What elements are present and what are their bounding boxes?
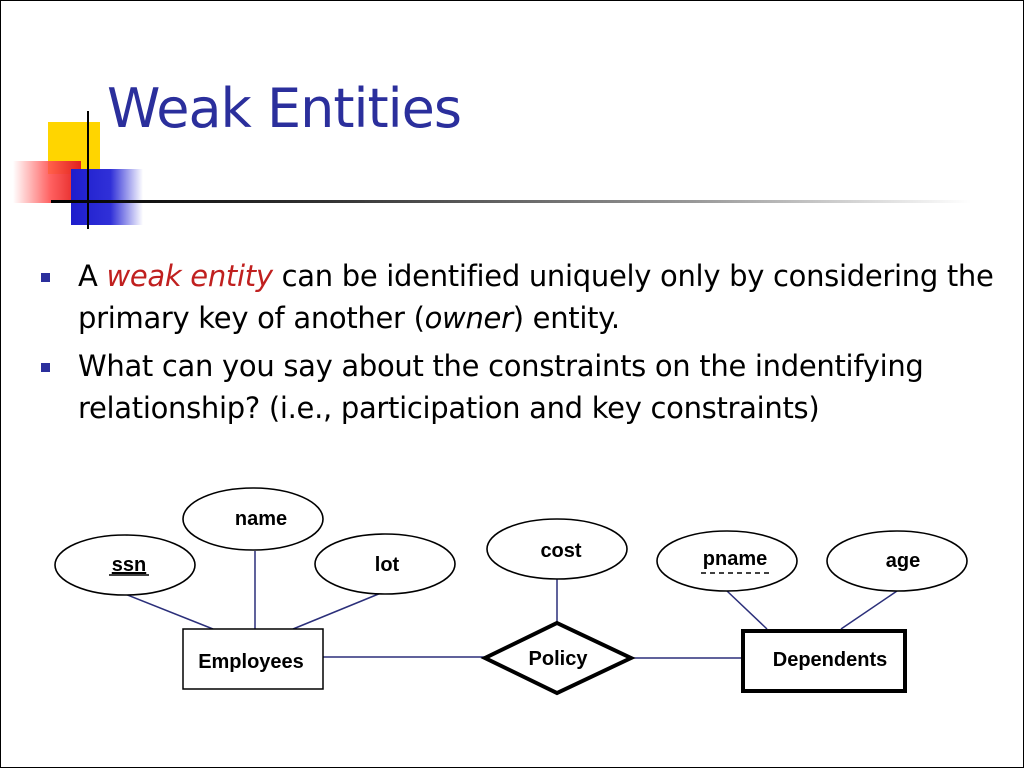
entity-dependents-label: Dependents [772, 649, 888, 671]
attribute-lot-label: lot [374, 554, 400, 576]
bullet-text: What can you say about the constraints on the indentifying relationship? (i.e., participation and key constraints) [78, 349, 924, 425]
entity-employees-label: Employees [198, 651, 304, 673]
attribute-ssn-label: ssn [111, 554, 147, 576]
connector-lot-employees [293, 593, 381, 629]
attribute-age-label: age [885, 550, 921, 572]
connector-age-dependents [841, 591, 897, 629]
slide-title: Weak Entities [107, 77, 462, 140]
bullet-text-middle: can be identified uniquely only by considering the primary key of another ( [78, 259, 994, 335]
er-diagram [1, 1, 1023, 767]
attribute-cost-label: cost [540, 540, 582, 562]
relationship-policy-label: Policy [528, 648, 588, 670]
attribute-pname-label: pname [702, 548, 768, 570]
owner-term: owner [424, 301, 513, 335]
attribute-name-label: name [234, 508, 288, 530]
bullet-text-prefix: A [78, 259, 107, 293]
connector-ssn-employees [125, 594, 213, 629]
bullet-text-suffix: ) entity. [512, 301, 620, 335]
weak-entity-term: weak entity [106, 259, 273, 293]
connector-pname-dependents [727, 591, 767, 629]
